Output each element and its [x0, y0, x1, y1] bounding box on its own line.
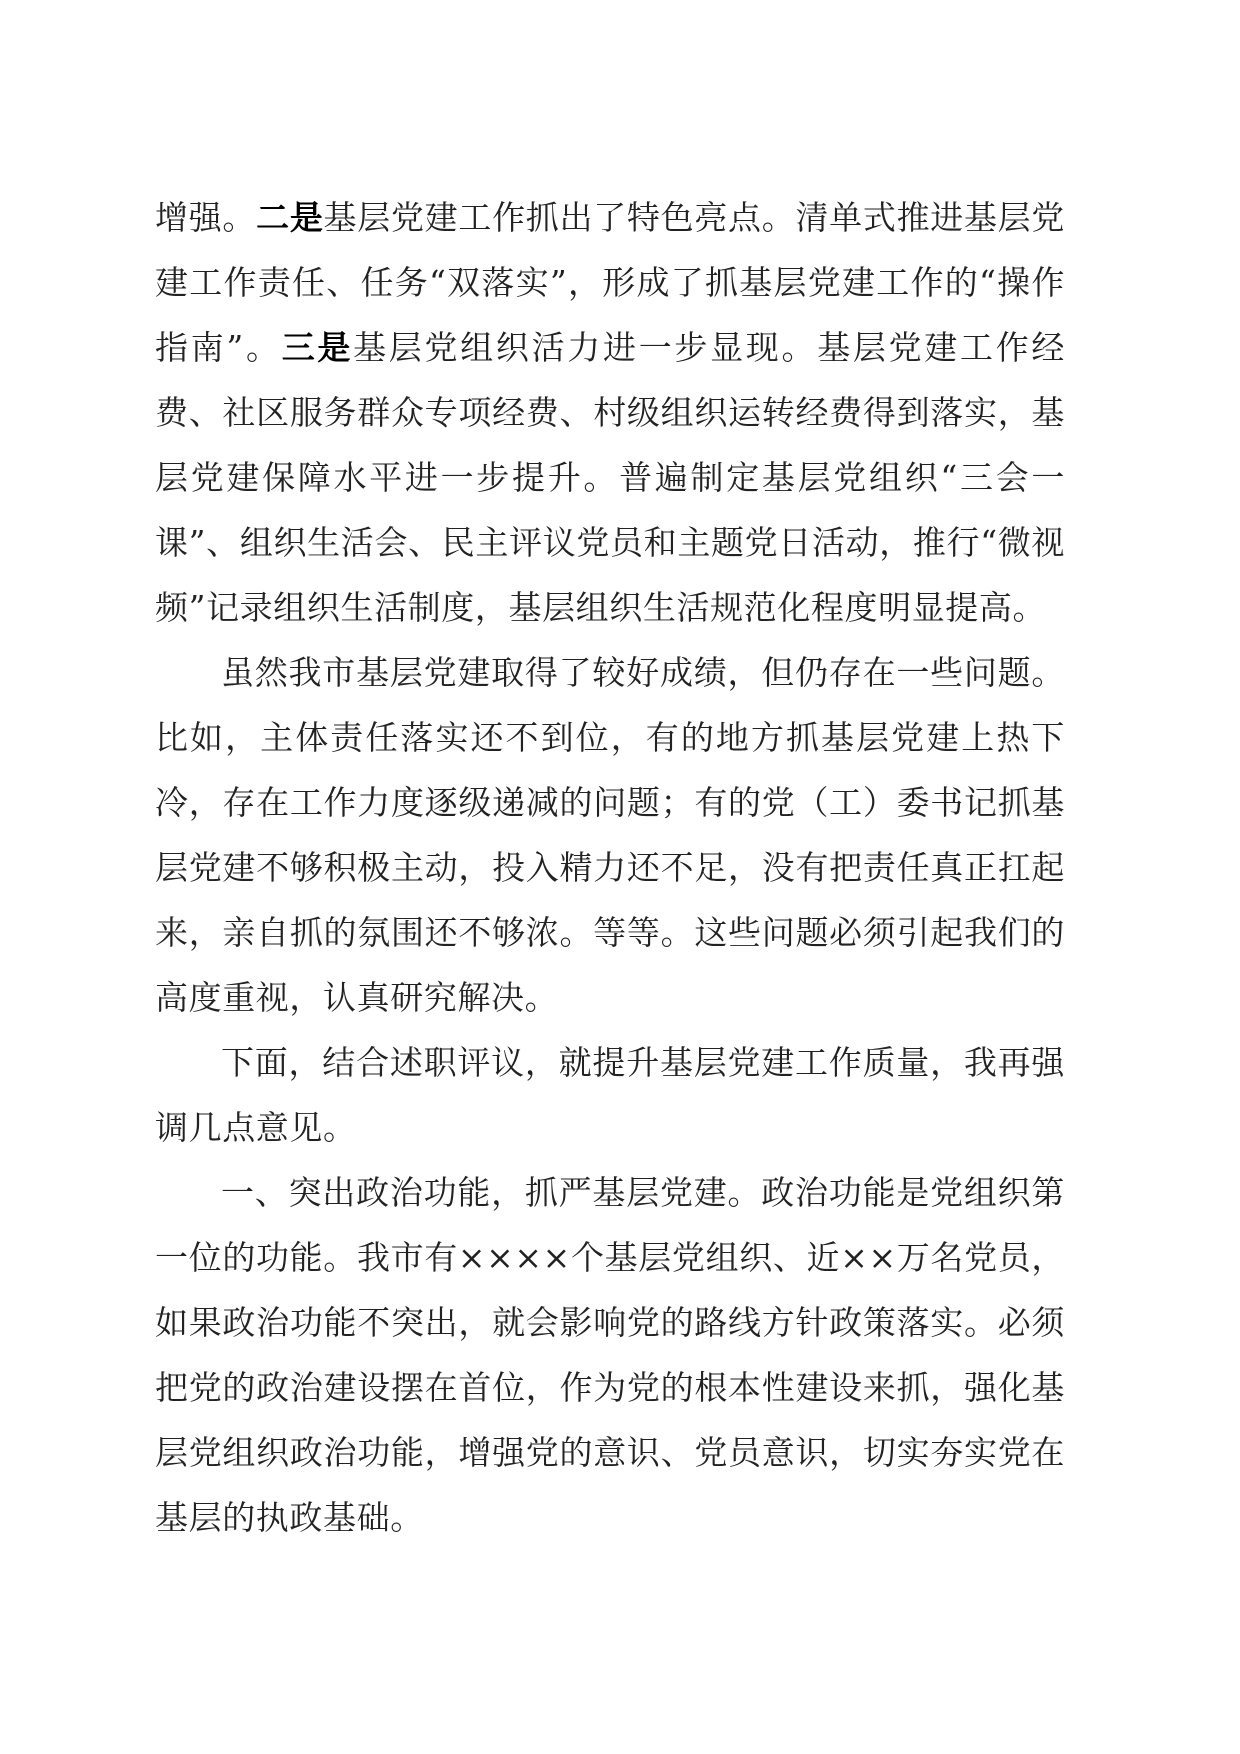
paragraph-continued [155, 185, 1065, 640]
text-segment: 基层党组织活力进一步显现。基层党建工作经费、社区服务群众专项经费、村级组织运转经费得到落实，基层党建保障水平进一步提升。普遍制定基层党组织“三会一课”、组织生活会、民主评议党员和主题党日活动，推行“微视频”记录组织生活制度，基层组织生活规范化程度明显提高。 [155, 328, 1066, 627]
paragraph-problems: 虽然我市基层党建取得了较好成绩，但仍存在一些问题。比如，主体责任落实还不到位，有的地方抓基层党建上热下冷，存在工作力度逐级递减的问题；有的党（工）委书记抓基层党建不够积极主动，投入精力还不足，没有把责任真正扛起来，亲自抓的氛围还不够浓。等等。这些问题必须引起我们的高度重视，认真研究解决。 [155, 653, 1065, 1017]
paragraph-transition: 下面，结合述职评议，就提升基层党建工作质量，我再强调几点意见。 [155, 1043, 1065, 1147]
bold-marker-three: 三是 [281, 328, 354, 367]
text-segment: 基层党建工作抓出了特色亮点。清单式推进基层党建工作责任、任务“双落实”，形成了抓基层党建工作的“操作指南”。 [155, 198, 1065, 367]
document-body [155, 185, 1065, 1550]
text-segment: 增强。 [155, 198, 257, 237]
paragraph-section-one: 一、突出政治功能，抓严基层党建。政治功能是党组织第一位的功能。我市有××××个基层党组织、近××万名党员，如果政治功能不突出，就会影响党的路线方针政策落实。必须把党的政治建设摆在首位，作为党的根本性建设来抓，强化基层党组织政治功能，增强党的意识、党员意识，切实夯实党在基层的执政基础。 [155, 1173, 1065, 1537]
bold-marker-two: 二是 [256, 198, 324, 237]
